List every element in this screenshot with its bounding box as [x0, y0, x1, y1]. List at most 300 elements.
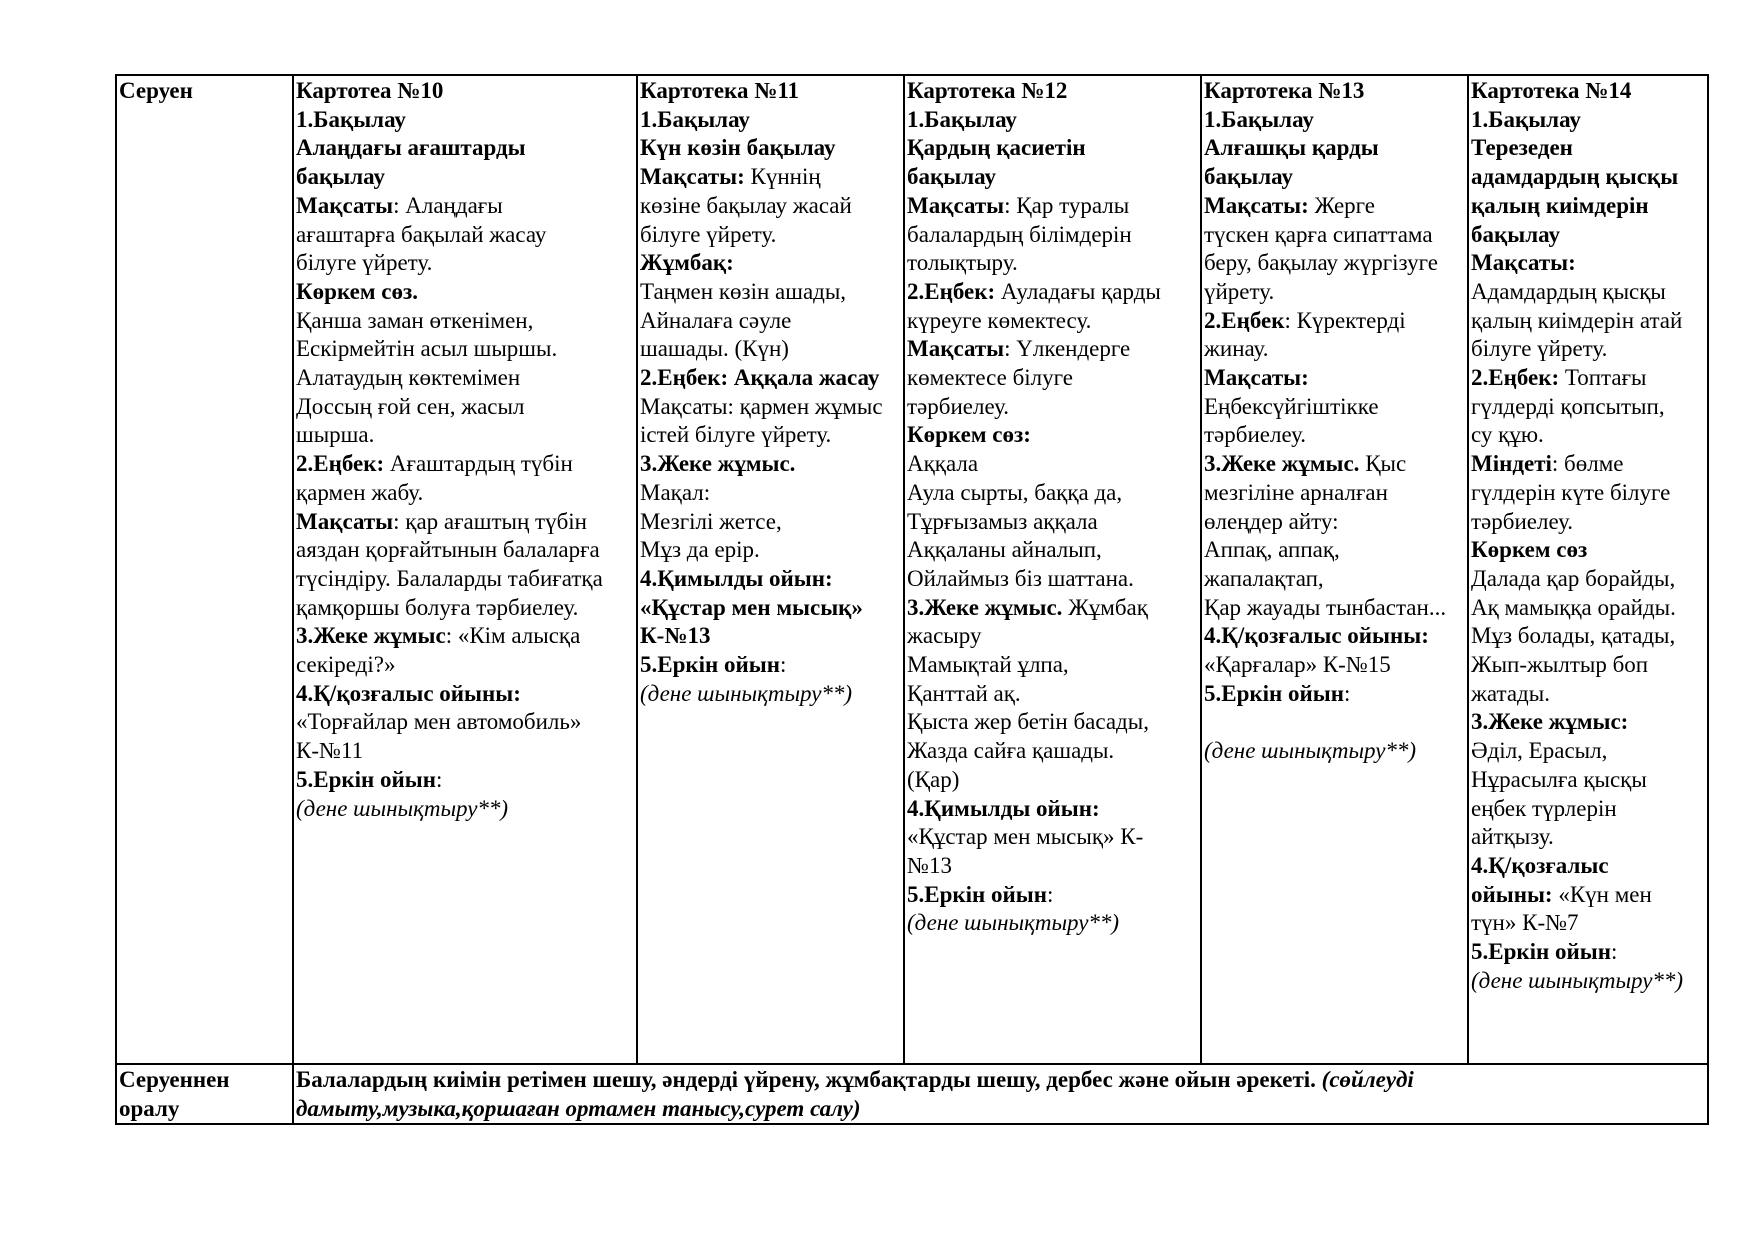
card-14-line — [1471, 450, 1705, 479]
card-14-line — [1471, 881, 1705, 910]
card-10-line — [296, 393, 634, 422]
card-14-text: Әділ, Ерасыл, — [1471, 738, 1608, 764]
card-13-line — [1204, 134, 1465, 163]
card-12-text: Қанттай ақ. — [907, 680, 1021, 706]
card-11-line — [640, 594, 901, 623]
card-11-line — [640, 163, 901, 192]
card-14-text: : — [1611, 939, 1618, 965]
card-13-text: Алғашқы қарды — [1204, 135, 1379, 161]
card-11-line — [640, 249, 901, 278]
card-12-line — [907, 680, 1198, 709]
card-12-text: Жазда сайға қашады. — [907, 738, 1115, 764]
card-13-text: 1.Бақылау — [1204, 106, 1314, 132]
card-10-line — [296, 565, 634, 594]
card-12-text: : Үлкендерге — [1004, 336, 1131, 362]
card-12-text: толықтыру. — [907, 250, 1018, 276]
card-10-text: «Торғайлар мен автомобиль» — [296, 709, 582, 735]
card-11-line — [640, 221, 901, 250]
card-11-text: Мұз да ерір. — [640, 537, 760, 563]
card-11-line — [640, 450, 901, 479]
card-14-text: адамдардың қысқы — [1471, 164, 1679, 190]
card-11-line — [640, 479, 901, 508]
card-12-text: тәрбиелеу. — [907, 393, 1010, 419]
card-14-line — [1471, 938, 1705, 967]
card-11-text: Картотека №11 — [640, 78, 800, 103]
card-11-text: Мақсаты: қармен жұмыс — [640, 393, 883, 419]
card-14-line — [1471, 795, 1705, 824]
card-12-line — [907, 852, 1198, 881]
card-10-text: Қанша заман өткенімен, — [296, 307, 534, 333]
card-11-line — [640, 335, 901, 364]
card-12-line — [907, 307, 1198, 336]
card-10-line — [296, 795, 634, 824]
card-11-line — [640, 565, 901, 594]
card-13-line — [1204, 335, 1465, 364]
card-11-line — [640, 680, 901, 709]
card-12-text: 2.Еңбек: — [907, 278, 996, 304]
card-12-line — [907, 278, 1198, 307]
card-11-text: істей білуге үйрету. — [640, 422, 832, 448]
card-11-text: Жұмбақ: — [640, 250, 734, 276]
card-12-text: (дене шынықтыру**) — [907, 910, 1120, 936]
card-11-line — [640, 421, 901, 450]
card-11-text: білуге үйрету. — [640, 221, 777, 247]
card-10-line — [296, 192, 634, 221]
card-10-line — [296, 364, 634, 393]
card-11-text: 3.Жеке жұмыс. — [640, 451, 796, 477]
card-10-line — [296, 106, 634, 135]
card-13-line — [1204, 77, 1465, 106]
card-12-text: 5.Еркін ойын — [907, 881, 1047, 907]
card-10-text: Картотеа №10 — [296, 78, 444, 103]
card-14-line — [1471, 421, 1705, 450]
card-13-text: Мақсаты: — [1204, 192, 1309, 218]
card-14-text: Мақсаты: — [1471, 250, 1576, 276]
card-14-line — [1471, 393, 1705, 422]
card-11-text: Таңмен көзін ашады, — [640, 278, 847, 304]
card-14-text: Міндеті — [1471, 451, 1552, 477]
card-11-text: шашады. (Күн) — [640, 336, 789, 362]
card-12-text: 3.Жеке жұмыс. — [907, 594, 1063, 620]
card-14-line — [1471, 967, 1705, 996]
card-14-line — [1471, 192, 1705, 221]
card-12-content — [907, 77, 1198, 938]
card-14-line — [1471, 249, 1705, 278]
return-label-line-2: оралу — [119, 1095, 180, 1121]
card-12-line — [907, 479, 1198, 508]
card-11-text: 1.Бақылау — [640, 106, 750, 132]
card-13-line — [1204, 106, 1465, 135]
card-10-line — [296, 335, 634, 364]
card-13-line — [1204, 450, 1465, 479]
card-13-text: беру, бақылау жүргізуге — [1204, 250, 1438, 276]
card-14-text: Жып-жылтыр боп — [1471, 652, 1649, 678]
card-12-text: жасыру — [907, 623, 982, 649]
card-10-content — [296, 77, 634, 823]
card-13-line — [1204, 421, 1465, 450]
card-14-cell — [1468, 75, 1708, 1064]
card-10-text: бақылау — [296, 164, 385, 190]
card-11-line — [640, 364, 901, 393]
card-12-line — [907, 708, 1198, 737]
card-11-line — [640, 106, 901, 135]
card-13-line — [1204, 708, 1465, 737]
card-12-text: Көркем сөз: — [907, 422, 1031, 448]
card-12-line — [907, 536, 1198, 565]
card-12-line — [907, 364, 1198, 393]
card-12-line — [907, 737, 1198, 766]
card-13-text: Аппақ, аппақ, — [1204, 537, 1340, 563]
card-11-line — [640, 278, 901, 307]
card-14-text: гүлдерді қопсытып, — [1471, 393, 1665, 419]
card-13-text: : Күректерді — [1284, 307, 1406, 333]
card-14-text: ойыны: — [1471, 881, 1553, 907]
card-14-text: бақылау — [1471, 221, 1560, 247]
card-13-text: мезгіліне арналған — [1204, 479, 1388, 505]
card-12-line — [907, 249, 1198, 278]
card-11-text: Мақал: — [640, 479, 711, 505]
card-11-text: Айналаға сәуле — [640, 307, 792, 333]
card-12-line — [907, 881, 1198, 910]
card-13-line — [1204, 278, 1465, 307]
card-14-text: тәрбиелеу. — [1471, 508, 1574, 534]
card-14-text: : бөлме — [1551, 451, 1624, 477]
card-10-text: Ескірмейтін асыл шыршы. — [296, 336, 558, 362]
card-11-line — [640, 536, 901, 565]
card-12-line — [907, 192, 1198, 221]
card-14-line — [1471, 106, 1705, 135]
card-12-text: Ауладағы қарды — [995, 278, 1161, 304]
card-13-line — [1204, 364, 1465, 393]
card-14-text: жатады. — [1471, 680, 1550, 706]
card-14-line — [1471, 680, 1705, 709]
card-11-text: : — [780, 652, 787, 678]
card-13-line — [1204, 249, 1465, 278]
card-12-text: №13 — [907, 852, 952, 878]
card-10-text: 2.Еңбек: — [296, 451, 385, 477]
card-14-line — [1471, 536, 1705, 565]
card-14-line — [1471, 622, 1705, 651]
card-14-text: қалың киімдерін атай — [1471, 307, 1683, 333]
card-12-line — [907, 823, 1198, 852]
card-14-line — [1471, 594, 1705, 623]
card-12-text: көмектесе білуге — [907, 365, 1073, 391]
card-10-text: қамқоршы болуға тәрбиелеу. — [296, 594, 579, 620]
card-10-line — [296, 163, 634, 192]
card-12-line — [907, 508, 1198, 537]
card-12-text: Мақсаты — [907, 336, 1005, 362]
card-11-content — [640, 77, 901, 708]
card-10-text: Мақсаты — [296, 508, 394, 534]
card-14-text: Көркем сөз — [1471, 537, 1588, 563]
card-10-text: К-№11 — [296, 738, 364, 764]
card-10-text: : қар ағаштың түбін — [393, 508, 587, 534]
card-14-text: «Күн мен — [1552, 881, 1652, 907]
card-10-line — [296, 622, 634, 651]
return-label-line-1: Серуеннен — [119, 1067, 230, 1092]
card-10-line — [296, 737, 634, 766]
card-13-text: (дене шынықтыру**) — [1204, 738, 1417, 764]
card-12-line — [907, 335, 1198, 364]
card-11-line — [640, 134, 901, 163]
card-12-line — [907, 421, 1198, 450]
card-12-text: «Құстар мен мысық» К- — [907, 824, 1144, 850]
card-12-line — [907, 450, 1198, 479]
card-10-line — [296, 536, 634, 565]
card-11-line — [640, 77, 901, 106]
card-10-text: Мақсаты — [296, 192, 394, 218]
card-10-text: : — [436, 766, 443, 792]
card-10-line — [296, 708, 634, 737]
card-12-text: : Қар туралы — [1004, 192, 1130, 218]
card-11-text: Күннің — [744, 164, 821, 190]
card-12-text: Аққала — [907, 451, 979, 477]
card-14-text: 2.Еңбек: — [1471, 365, 1560, 391]
card-14-line — [1471, 909, 1705, 938]
card-12-text: 4.Қимылды ойын: — [907, 795, 1100, 821]
card-10-text: түсіндіру. Балаларды табиғатқа — [296, 565, 603, 591]
card-13-line — [1204, 737, 1465, 766]
card-12-line — [907, 393, 1198, 422]
card-14-text: Картотека №14 — [1471, 78, 1632, 103]
card-14-line — [1471, 77, 1705, 106]
card-11-text: «Құстар мен мысық» — [640, 594, 863, 620]
card-11-line — [640, 393, 901, 422]
card-10-text: Ағаштардың түбін — [384, 451, 573, 477]
card-10-line — [296, 594, 634, 623]
card-14-content — [1471, 77, 1705, 996]
card-13-text: «Қарғалар» К-№15 — [1204, 652, 1391, 678]
card-11-text: 2.Еңбек: Аққала жасау — [640, 365, 880, 391]
card-11-cell — [637, 75, 904, 1064]
card-14-text: түн» К-№7 — [1471, 910, 1579, 936]
return-line — [296, 1095, 1705, 1124]
card-13-text: жапалақтап, — [1204, 565, 1324, 591]
card-13-text: Еңбексүйгіштікке — [1204, 393, 1379, 419]
card-10-text: 4.Қ/қозғалыс ойыны: — [296, 680, 521, 706]
card-13-text: тәрбиелеу. — [1204, 422, 1307, 448]
card-13-text: өлеңдер айту: — [1204, 508, 1339, 534]
card-11-text: Мезгілі жетсе, — [640, 508, 782, 534]
return-activities-text — [296, 1066, 1705, 1123]
card-14-text: білуге үйрету. — [1471, 336, 1608, 362]
card-12-text: Мамықтай ұлпа, — [907, 652, 1069, 678]
card-14-text: Адамдардың қысқы — [1471, 278, 1666, 304]
card-14-line — [1471, 708, 1705, 737]
card-13-text: үйрету. — [1204, 278, 1275, 304]
card-12-text: 1.Бақылау — [907, 106, 1017, 132]
return-line — [296, 1066, 1705, 1095]
card-11-line — [640, 192, 901, 221]
card-13-text: Картотека №13 — [1204, 78, 1365, 103]
return-text: Балалардың киімін ретімен шешу, әндерді үйрену, жұмбақтарды шешу, дербес және ойын әрекеті. — [296, 1067, 1322, 1092]
card-12-text: (Қар) — [907, 766, 960, 792]
card-10-text: білуге үйрету. — [296, 250, 433, 276]
card-12-text: Аққаланы айналып, — [907, 537, 1102, 563]
card-13-line — [1204, 221, 1465, 250]
return-activities-cell — [293, 1064, 1708, 1124]
card-14-text: су құю. — [1471, 422, 1544, 448]
card-11-line — [640, 622, 901, 651]
card-12-line — [907, 106, 1198, 135]
card-14-line — [1471, 335, 1705, 364]
card-11-text: (дене шынықтыру**) — [640, 680, 853, 706]
card-11-text: Мақсаты: — [640, 164, 745, 190]
card-13-line — [1204, 307, 1465, 336]
card-14-text: еңбек түрлерін — [1471, 795, 1617, 821]
return-text: дамыту,музыка,қоршаған ортамен танысу,сурет салу) — [296, 1095, 861, 1121]
card-12-text: Мақсаты — [907, 192, 1005, 218]
card-12-text: Тұрғызамыз аққала — [907, 508, 1098, 534]
card-14-line — [1471, 565, 1705, 594]
card-13-line — [1204, 680, 1465, 709]
card-12-line — [907, 795, 1198, 824]
card-12-line — [907, 909, 1198, 938]
card-10-text: Алатаудың көктемімен — [296, 365, 521, 391]
card-13-text: Мақсаты: — [1204, 365, 1309, 391]
card-10-line — [296, 134, 634, 163]
card-14-text: гүлдерін күте білуге — [1471, 479, 1671, 505]
card-10-text: қармен жабу. — [296, 479, 424, 505]
card-14-text: 4.Қ/қозғалыс — [1471, 852, 1609, 878]
card-14-text: Ақ мамыққа орайды. — [1471, 594, 1676, 620]
card-13-text: Қар жауады тынбастан... — [1204, 594, 1447, 620]
card-13-line — [1204, 192, 1465, 221]
card-10-text: : «Кім алысқа — [445, 623, 581, 649]
card-14-text: 3.Жеке жұмыс: — [1471, 709, 1629, 735]
card-14-line — [1471, 479, 1705, 508]
card-13-line — [1204, 565, 1465, 594]
card-10-line — [296, 680, 634, 709]
card-13-text: : — [1344, 680, 1351, 706]
card-14-line — [1471, 221, 1705, 250]
card-10-line — [296, 278, 634, 307]
card-14-line — [1471, 852, 1705, 881]
card-10-text: 3.Жеке жұмыс — [296, 623, 446, 649]
card-14-line — [1471, 364, 1705, 393]
card-14-text: 5.Еркін ойын — [1471, 939, 1611, 965]
card-14-text: 1.Бақылау — [1471, 106, 1581, 132]
card-11-line — [640, 307, 901, 336]
card-10-line — [296, 307, 634, 336]
card-13-content — [1204, 77, 1465, 766]
card-10-line — [296, 651, 634, 680]
card-12-text: Қыста жер бетін басады, — [907, 709, 1149, 735]
card-12-line — [907, 622, 1198, 651]
card-13-text: 2.Еңбек — [1204, 307, 1285, 333]
card-14-text: Далада қар борайды, — [1471, 565, 1676, 591]
card-10-text: (дене шынықтыру**) — [296, 795, 509, 821]
card-13-text: 3.Жеке жұмыс. — [1204, 451, 1360, 477]
card-14-text: Топтағы — [1559, 365, 1647, 391]
card-12-cell — [904, 75, 1201, 1064]
card-11-text: 5.Еркін ойын — [640, 652, 780, 678]
card-13-line — [1204, 393, 1465, 422]
card-13-line — [1204, 651, 1465, 680]
card-11-text: К-№13 — [640, 623, 711, 649]
return-row — [116, 1064, 1708, 1124]
card-10-line — [296, 77, 634, 106]
card-12-line — [907, 766, 1198, 795]
card-14-line — [1471, 508, 1705, 537]
card-10-line — [296, 249, 634, 278]
card-10-line — [296, 508, 634, 537]
card-12-text: Картотека №12 — [907, 78, 1068, 103]
card-14-line — [1471, 163, 1705, 192]
card-10-line — [296, 479, 634, 508]
schedule-table — [115, 74, 1709, 1125]
card-12-text: Жұмбақ — [1062, 594, 1148, 620]
walk-label: Серуен — [116, 75, 293, 1064]
card-12-text: Қардың қасиетін — [907, 135, 1086, 161]
card-12-line — [907, 565, 1198, 594]
card-13-text: бақылау — [1204, 164, 1293, 190]
return-label — [116, 1064, 293, 1124]
card-13-text: 4.Қ/қозғалыс ойыны: — [1204, 623, 1429, 649]
card-13-text: түскен қарға сипаттама — [1204, 221, 1433, 247]
card-10-text: Көркем сөз. — [296, 278, 418, 304]
return-text: (сөйлеуді — [1321, 1067, 1414, 1092]
card-11-text: 4.Қимылды ойын: — [640, 565, 833, 591]
card-14-text: қалың киімдерін — [1471, 192, 1649, 218]
card-12-line — [907, 77, 1198, 106]
card-13-text: Жерге — [1308, 192, 1376, 218]
card-10-text: : Алаңдағы — [393, 192, 503, 218]
card-11-text: көзіне бақылау жасай — [640, 192, 852, 218]
card-10-text: Алаңдағы ағаштарды — [296, 135, 526, 161]
card-14-line — [1471, 307, 1705, 336]
card-14-line — [1471, 823, 1705, 852]
card-10-text: ағаштарға бақылай жасау — [296, 221, 547, 247]
card-10-line — [296, 766, 634, 795]
card-12-line — [907, 134, 1198, 163]
card-14-text: айтқызу. — [1471, 824, 1554, 850]
card-10-text: секіреді?» — [296, 652, 396, 678]
card-12-text: бақылау — [907, 164, 996, 190]
card-13-cell — [1201, 75, 1468, 1064]
card-13-line — [1204, 508, 1465, 537]
card-10-line — [296, 450, 634, 479]
card-10-text: 5.Еркін ойын — [296, 766, 436, 792]
card-14-line — [1471, 134, 1705, 163]
card-11-text: Күн көзін бақылау — [640, 135, 836, 161]
card-13-line — [1204, 163, 1465, 192]
card-11-line — [640, 651, 901, 680]
card-14-text: Нұрасылға қысқы — [1471, 766, 1647, 792]
card-11-line — [640, 508, 901, 537]
card-14-text: Терезеден — [1471, 135, 1573, 161]
card-13-line — [1204, 536, 1465, 565]
card-13-line — [1204, 594, 1465, 623]
card-10-line — [296, 221, 634, 250]
card-14-text: Мұз болады, қатады, — [1471, 623, 1676, 649]
card-14-text: (дене шынықтыру**) — [1471, 967, 1684, 993]
card-12-line — [907, 594, 1198, 623]
card-10-text: Доссың ғой сен, жасыл — [296, 393, 525, 419]
card-12-text: : — [1047, 881, 1054, 907]
card-12-text: Ойлаймыз біз шаттана. — [907, 565, 1134, 591]
card-13-text: 5.Еркін ойын — [1204, 680, 1344, 706]
card-13-line — [1204, 622, 1465, 651]
card-12-line — [907, 163, 1198, 192]
card-14-line — [1471, 278, 1705, 307]
card-10-text: 1.Бақылау — [296, 106, 406, 132]
card-14-line — [1471, 651, 1705, 680]
card-10-line — [296, 421, 634, 450]
card-12-line — [907, 221, 1198, 250]
card-10-cell — [293, 75, 637, 1064]
card-14-line — [1471, 766, 1705, 795]
